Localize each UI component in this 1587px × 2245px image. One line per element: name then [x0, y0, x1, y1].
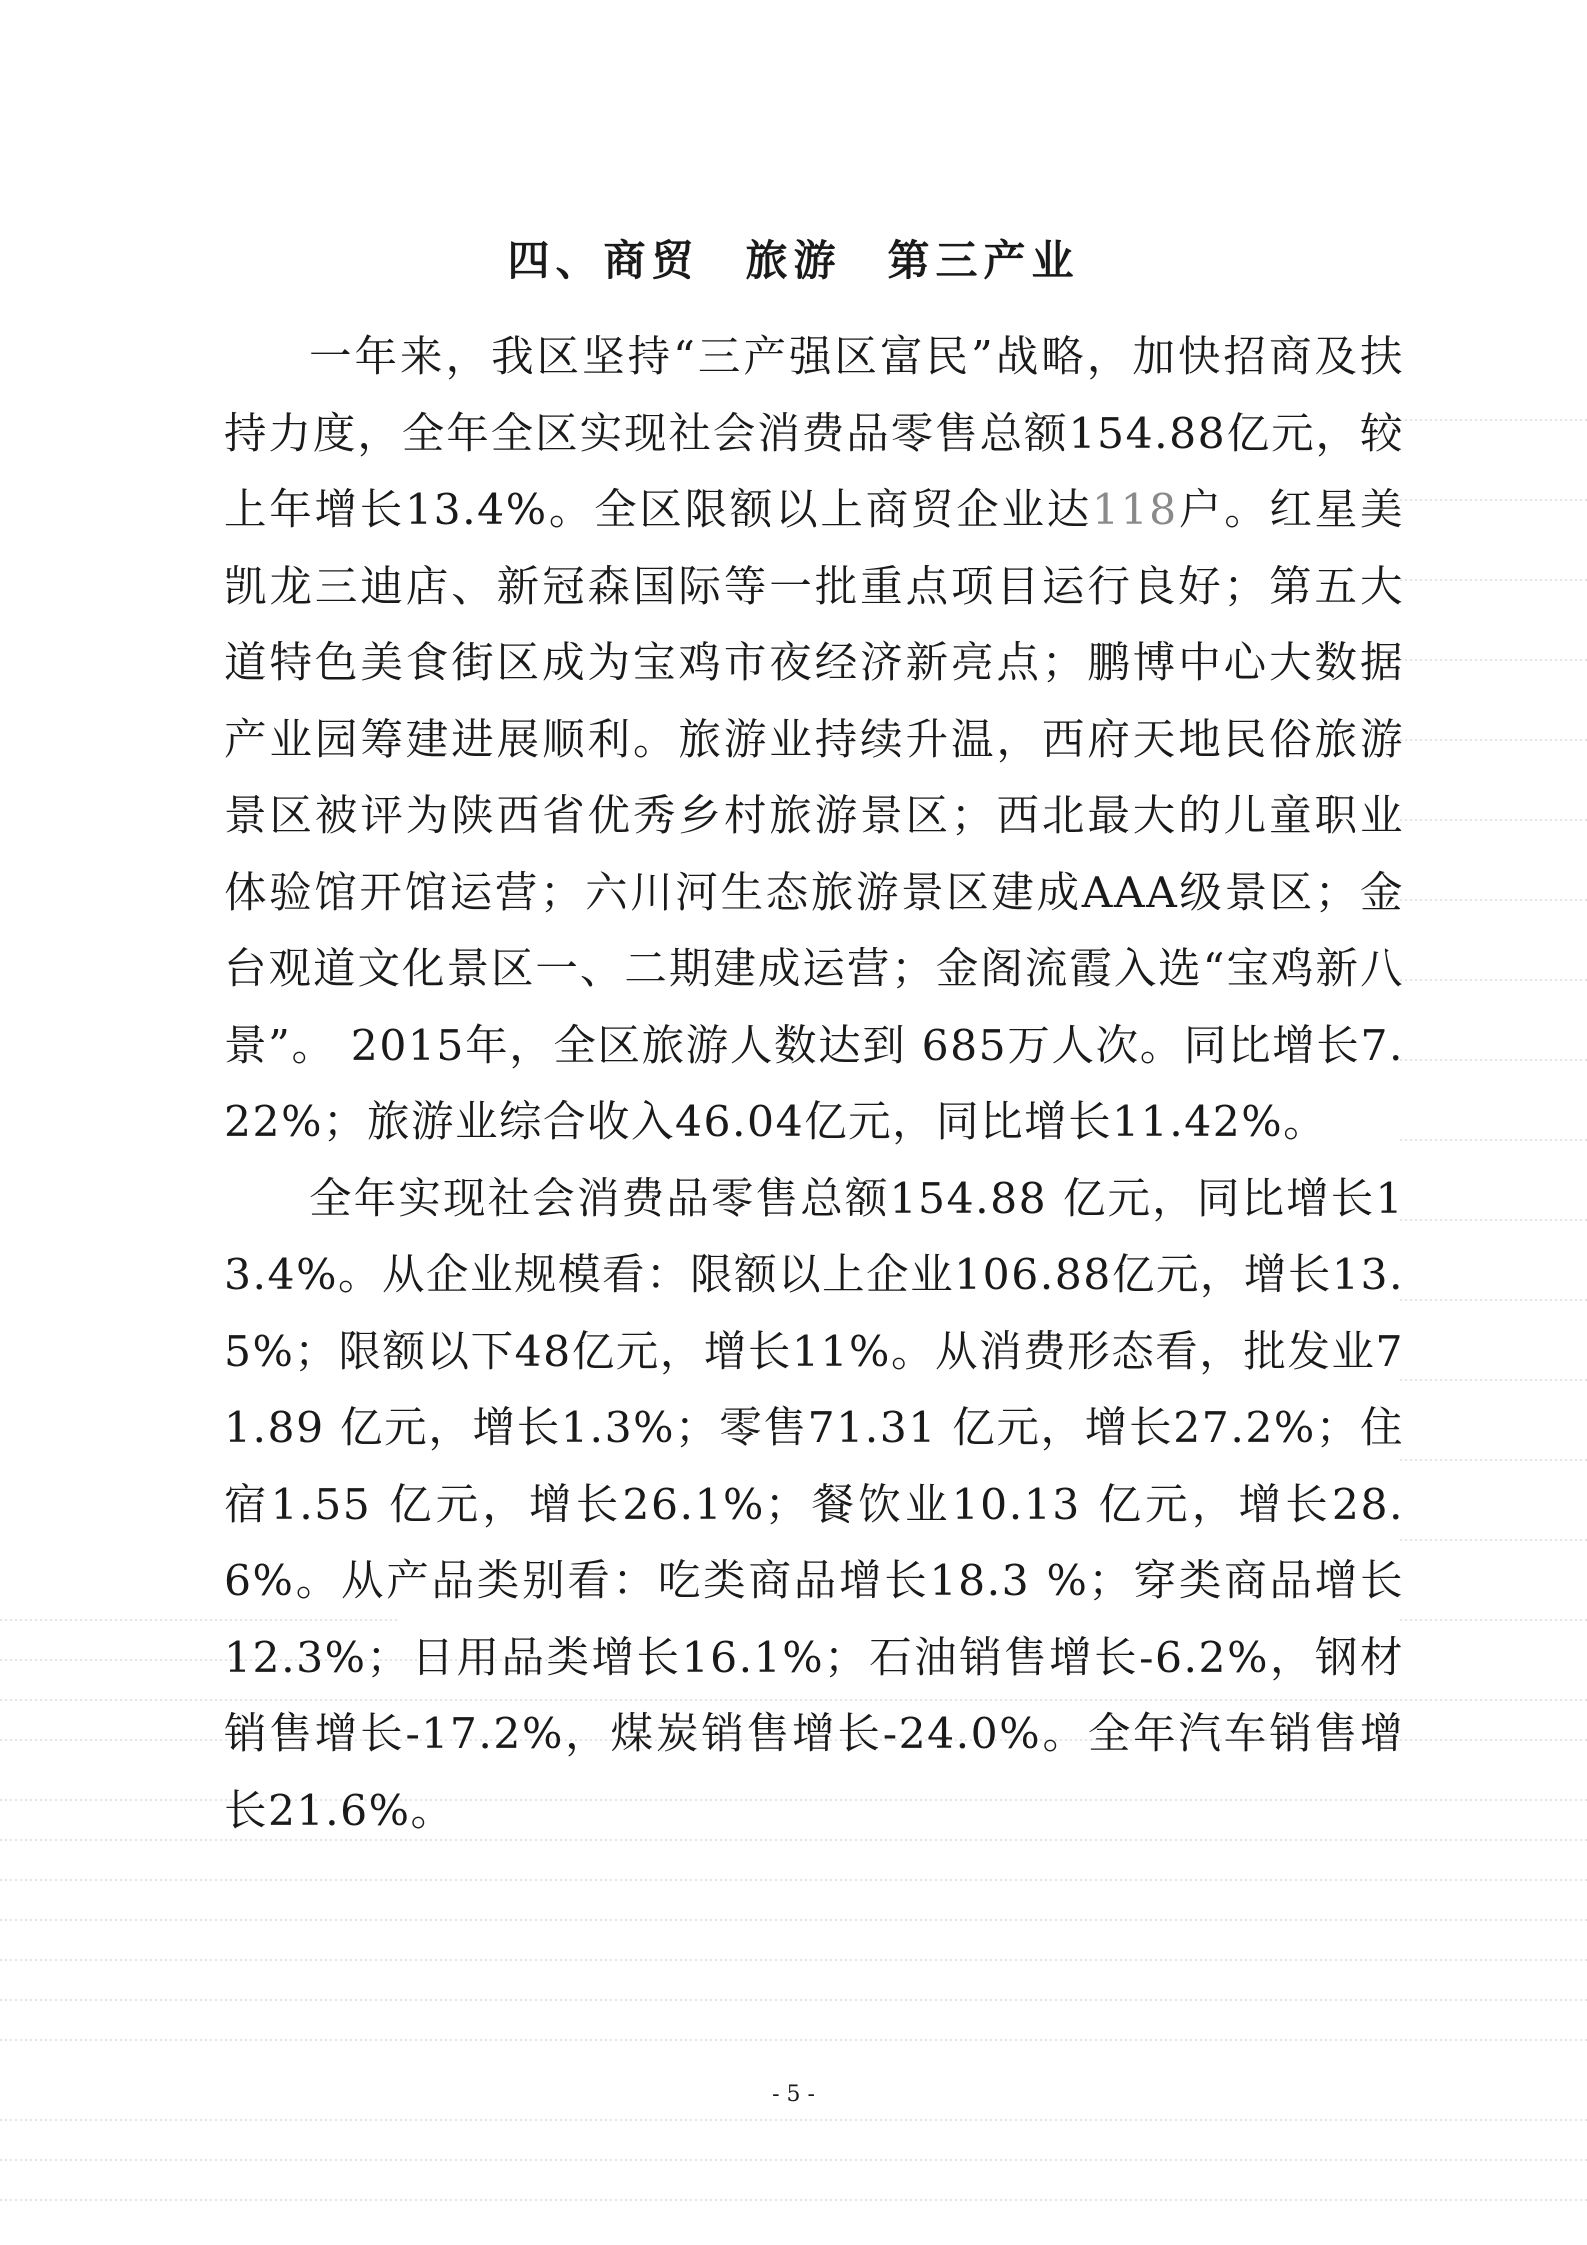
- paragraph-overview-end: 户。红星美凯龙三迪店、新冠森国际等一批重点项目运行良好；第五大道特色美食街区成为宝鸡市夜经济新亮点；鹏博中心大数据产业园筹建进展顺利。旅游业持续升温，西府天地民俗旅游景区被评为陕西省优秀乡村旅游景区；西北最大的儿童职业体验馆开馆运营；六川河生态旅游景区建成AAA级景区；金台观道文化景区一、二期建成运营；金阁流霞入选“宝鸡新八景”。 2015年，全区旅游人数达到 685万人次。同比增长7.22%；旅游业综合收入46.04亿元，同比增长11.42%。: [224, 486, 1404, 1147]
- title-part-commerce: 四、商贸: [507, 236, 700, 285]
- enterprise-count: 118: [1092, 486, 1178, 535]
- paragraph-overview: [224, 320, 1404, 1162]
- page-number: - 5 -: [772, 2082, 815, 2107]
- title-part-tertiary: 第三产业: [887, 236, 1080, 285]
- body-text: [224, 320, 1404, 1850]
- paragraph-overview-start: 一年来，我区坚持“三产强区富民”战略，加快招商及扶持力度，全年全区实现社会消费品零售总额154.88亿元，较上年增长13.4%。全区限额以上商贸企业达: [224, 333, 1404, 535]
- title-part-tourism: 旅游: [745, 236, 842, 285]
- paragraph-retail-sales: 全年实现社会消费品零售总额154.88 亿元，同比增长13.4%。从企业规模看：限额以上企业106.88亿元，增长13.5%；限额以下48亿元，增长11%。从消费形态看，批发业71.89 亿元，增长1.3%；零售71.31 亿元，增长27.2%；住宿1.55 亿元，增长26.1%；餐饮业10.13 亿元，增长28.6%。从产品类别看：吃类商品增长18.3 %；穿类商品增长12.3%；日用品类增长16.1%；石油销售增长-6.2%，钢材销售增长-17.2%，煤炭销售增长-24.0%。全年汽车销售增长21.6%。: [224, 1174, 1404, 1836]
- section-title: [0, 228, 1587, 288]
